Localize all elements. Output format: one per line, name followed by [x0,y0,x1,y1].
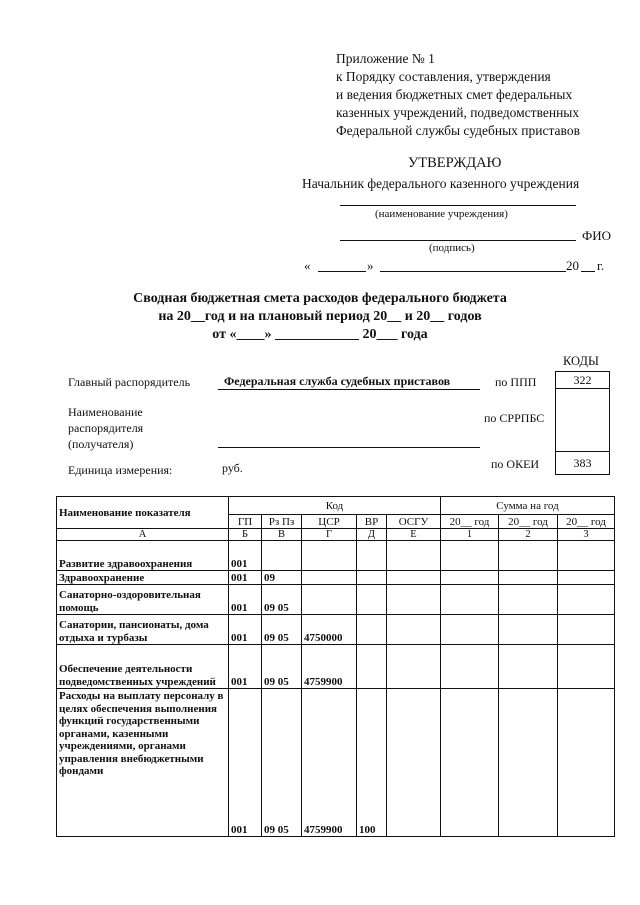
codes-label: КОДЫ [563,354,599,368]
index-g: Г [302,529,357,541]
row-year-3[interactable] [558,689,615,837]
date-year-line[interactable] [581,271,595,272]
okei-code-box [555,451,610,475]
row-gp: 001 [229,541,262,571]
approver-position: Начальник федерального казенного учреждения [302,176,580,191]
row-gp: 001 [229,689,262,837]
row-year-2[interactable] [499,585,558,615]
ppp-label: по ППП [495,375,537,389]
row-year-1[interactable] [441,585,499,615]
header-vr: ВР [357,515,387,529]
row-csr: 4750000 [302,615,357,645]
row-name: Санатории, пансионаты, дома отдыха и турбазы [57,615,229,645]
srrpbs-code-box[interactable] [555,388,610,452]
appendix-line-3: и ведения бюджетных смет федеральных [336,87,573,102]
recipient-label [68,404,143,452]
row-year-2[interactable] [499,645,558,689]
row-osgu[interactable] [387,541,441,571]
header-code: Код [229,497,441,515]
main-admin-line [218,389,480,390]
index-1: 1 [441,529,499,541]
row-year-1[interactable] [441,541,499,571]
row-csr: 4759900 [302,689,357,837]
row-csr [302,541,357,571]
estimate-table [56,496,615,837]
row-vr [357,645,387,689]
row-osgu[interactable] [387,571,441,585]
date-year-prefix: 20 [566,258,579,273]
row-rzpz: 09 05 [262,645,302,689]
row-gp: 001 [229,645,262,689]
index-d: Д [357,529,387,541]
row-vr [357,615,387,645]
fio-label: ФИО [582,228,612,243]
index-e: Е [387,529,441,541]
unit-value: руб. [222,461,243,475]
table-row [57,615,615,645]
recipient-label-1: Наименование [68,405,143,419]
row-osgu[interactable] [387,585,441,615]
index-2: 2 [499,529,558,541]
main-admin-label: Главный распорядитель [68,375,191,389]
table-row [57,541,615,571]
row-rzpz [262,541,302,571]
institution-name-line[interactable] [340,205,576,206]
document-title-line-1: Сводная бюджетная смета расходов федерального бюджета [133,291,507,306]
row-rzpz: 09 05 [262,689,302,837]
institution-caption: (наименование учреждения) [375,208,508,220]
date-month-line[interactable] [380,271,566,272]
row-year-1[interactable] [441,689,499,837]
row-gp: 001 [229,585,262,615]
index-3: 3 [558,529,615,541]
row-osgu[interactable] [387,615,441,645]
unit-label: Единица измерения: [68,463,173,477]
row-vr [357,541,387,571]
signature-caption: (подпись) [429,242,475,254]
row-vr: 100 [357,689,387,837]
recipient-line[interactable] [218,447,480,448]
appendix-note [336,50,580,140]
row-rzpz: 09 05 [262,615,302,645]
document-title-line-3: от «____» ____________ 20___ года [212,327,428,342]
ppp-code-box [555,371,610,389]
row-year-3[interactable] [558,585,615,615]
header-csr: ЦСР [302,515,357,529]
appendix-line-1: Приложение № 1 [336,51,435,66]
appendix-line-4: казенных учреждений, подведомственных [336,105,580,120]
main-admin-value: Федеральная служба судебных приставов [224,374,451,388]
row-osgu[interactable] [387,645,441,689]
row-gp: 001 [229,615,262,645]
appendix-line-2: к Порядку составления, утверждения [336,69,551,84]
row-name: Обеспечение деятельности подведомственных учреждений [57,645,229,689]
okei-label: по ОКЕИ [491,457,540,471]
row-name: Развитие здравоохранения [57,541,229,571]
date-open-quote: « [304,258,311,273]
document-title-line-2: на 20__год и на плановый период 20__ и 20__ годов [158,309,482,324]
header-year-2: 20__ год [499,515,558,529]
row-csr [302,585,357,615]
okei-code: 383 [573,456,592,470]
row-year-2[interactable] [499,541,558,571]
ppp-code: 322 [573,373,592,387]
row-rzpz: 09 05 [262,585,302,615]
index-b: Б [229,529,262,541]
row-name: Здравоохранение [57,571,229,585]
header-name: Наименование показателя [57,497,229,529]
recipient-label-3: (получателя) [68,437,134,451]
table-row [57,689,615,837]
row-name: Расходы на выплату персоналу в целях обеспечения выполнения функций государственными органами, казенными учреждениями, органами управления внебюджетными фондами [57,689,229,837]
row-csr: 4759900 [302,645,357,689]
recipient-label-2: распорядителя [68,421,144,435]
header-year-3: 20__ год [558,515,615,529]
date-day-line[interactable] [318,271,366,272]
signature-line[interactable] [340,240,576,241]
row-year-1[interactable] [441,615,499,645]
approve-title: УТВЕРЖДАЮ [408,155,502,171]
row-osgu[interactable] [387,689,441,837]
date-close-quote: » [367,258,374,273]
date-year-suffix: г. [597,258,605,273]
header-sum: Сумма на год [441,497,615,515]
row-year-2[interactable] [499,689,558,837]
header-rzpz: Рз Пз [262,515,302,529]
index-a: А [57,529,229,541]
table-row [57,645,615,689]
header-year-1: 20__ год [441,515,499,529]
header-osgu: ОСГУ [387,515,441,529]
header-gp: ГП [229,515,262,529]
index-v: В [262,529,302,541]
row-year-2[interactable] [499,571,558,585]
row-gp: 001 [229,571,262,585]
row-year-2[interactable] [499,615,558,645]
row-year-3[interactable] [558,615,615,645]
appendix-line-5: Федеральной службы судебных приставов [336,123,580,138]
row-year-3[interactable] [558,541,615,571]
document-title [0,290,640,344]
row-year-1[interactable] [441,571,499,585]
row-csr [302,571,357,585]
row-vr [357,585,387,615]
row-name: Санаторно-оздоровительная помощь [57,585,229,615]
table-row [57,571,615,585]
table-row [57,585,615,615]
row-year-1[interactable] [441,645,499,689]
row-year-3[interactable] [558,571,615,585]
row-year-3[interactable] [558,645,615,689]
srrpbs-label: по СРРПБС [484,411,545,425]
row-vr [357,571,387,585]
row-rzpz: 09 [262,571,302,585]
